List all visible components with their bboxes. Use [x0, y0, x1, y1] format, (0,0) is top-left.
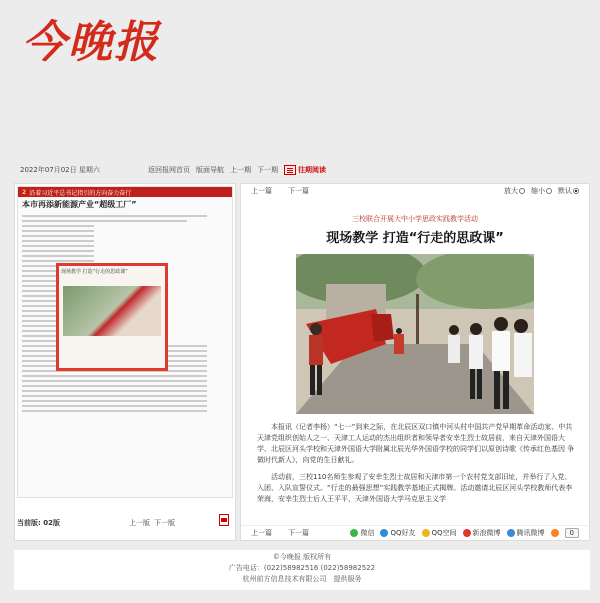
edition-label: 当前版:	[17, 519, 41, 527]
share-tencent-weibo-label: 腾讯微博	[516, 528, 545, 537]
qzone-icon	[422, 529, 430, 537]
article-paragraph-1: 本报讯（记者李杨）“七一”到来之际，在北辰区双口镇中河头村中国共产党早期革命活动家、中共天津党组织创始人之一、天津工人运动的杰出组织者和领导者安幸生烈士故居前，来自天津外国语大学、北辰区河头学校和天津外国语大学附属北辰光华外国语学校的同学们以原创诗歌《传承红色基因 争做时代新人》，向党的生日献礼。	[257, 423, 575, 464]
tencent-weibo-icon	[507, 529, 515, 537]
thumb-article-photo	[63, 286, 161, 336]
prev-edition-link[interactable]: 上一版	[129, 519, 150, 527]
article-kicker: 三校联合开展大中小学思政实践教学活动	[352, 215, 478, 223]
share-more-button[interactable]	[551, 529, 559, 537]
share-wechat-button[interactable]	[350, 528, 374, 538]
article-panel	[240, 183, 590, 541]
share-wechat-label: 微信	[360, 528, 375, 537]
font-size-controls	[504, 186, 579, 196]
zoom-in-radio[interactable]	[519, 188, 525, 194]
selected-article-highlight[interactable]	[56, 263, 168, 371]
article-title: 现场教学 打造“行走的思政课”	[326, 231, 504, 246]
share-sina-weibo-button[interactable]	[463, 528, 501, 538]
next-issue-link[interactable]: 下一期	[257, 166, 278, 174]
page-thumbnail-panel	[14, 183, 236, 541]
share-sina-weibo-label: 新浪微博	[472, 528, 501, 537]
article-photo	[296, 254, 534, 414]
next-article-link[interactable]: 下一篇	[288, 187, 309, 195]
wechat-icon	[350, 529, 358, 537]
article-paragraph-2: 活动前，三校110名师生参观了安幸生烈士故居和天津市第一个农村党支部旧址，并举行了入党、入团、入队宣誓仪式。“行走的最强思想”实践教学基地正式揭牌。活动邀请北辰区河头学校教师代表李荣海，安幸生烈士后人王平平，天津外国语大学马克思主义学	[257, 473, 573, 503]
thumb-headline[interactable]: 本市再添新能源产业“超级工厂”	[22, 200, 137, 209]
weibo-icon	[463, 529, 471, 537]
edition-value: 02版	[43, 519, 60, 527]
site-header	[0, 0, 600, 158]
share-qq-zone-button[interactable]	[422, 528, 457, 538]
date-navigation-bar	[14, 162, 590, 178]
article-body	[257, 422, 575, 510]
thumb-box-title: 现场教学 打造“行走的思政课”	[61, 269, 128, 275]
thumb-masthead: 2 沿着习近平总书记指引的方向奋力奋行	[18, 187, 232, 197]
zoom-out-radio[interactable]	[546, 188, 552, 194]
issue-date: 2022年07月02日 星期六	[20, 166, 100, 174]
pdf-download-icon[interactable]	[219, 514, 229, 526]
zoom-out-label: 缩小	[531, 187, 545, 195]
edition-footer	[17, 516, 233, 530]
zoom-out-option[interactable]	[531, 186, 552, 196]
calendar-icon	[284, 165, 296, 175]
page-thumbnail[interactable]	[17, 186, 233, 498]
zoom-in-option[interactable]	[504, 186, 525, 196]
article-toolbar	[241, 184, 589, 198]
share-qq-friend-button[interactable]	[380, 528, 415, 538]
past-issues-button[interactable]	[284, 165, 326, 175]
next-edition-link[interactable]: 下一版	[154, 519, 175, 527]
thumb-masthead-text: 沿着习近平总书记指引的方向奋力奋行	[29, 189, 132, 197]
share-bar	[241, 525, 589, 539]
ad-phone-text: 广告电话：(022)58982516 (022)58982522	[228, 564, 376, 572]
site-footer	[14, 550, 590, 590]
current-edition	[17, 518, 129, 528]
back-home-link[interactable]: 返回报网首页	[148, 166, 190, 174]
share-tencent-weibo-button[interactable]	[507, 528, 545, 538]
prev-issue-link[interactable]: 上一期	[230, 166, 251, 174]
zoom-default-radio[interactable]	[573, 188, 579, 194]
issue-nav	[148, 165, 326, 175]
copyright-text: ©今晚报 版权所有	[272, 553, 332, 561]
zoom-default-option[interactable]	[558, 186, 579, 196]
share-qq-friend-label: QQ好友	[390, 528, 416, 537]
qq-icon	[380, 529, 388, 537]
next-article-bottom-link[interactable]: 下一篇	[288, 528, 309, 537]
share-qq-zone-label: QQ空间	[431, 528, 457, 537]
prev-article-bottom-link[interactable]: 上一篇	[251, 528, 272, 537]
service-provider-text: 杭州前方信息技术有限公司 提供服务	[242, 575, 362, 583]
prev-article-link[interactable]: 上一篇	[251, 187, 272, 195]
plus-icon	[551, 529, 559, 537]
past-issues-label: 往期阅读	[298, 166, 326, 174]
article-photo-illustration	[296, 254, 534, 414]
zoom-default-label: 默认	[558, 187, 572, 195]
share-count: 0	[565, 528, 579, 538]
layout-nav-link[interactable]: 版面导航	[196, 166, 224, 174]
site-logo[interactable]: 今晚报	[22, 17, 160, 68]
zoom-in-label: 放大	[504, 187, 518, 195]
